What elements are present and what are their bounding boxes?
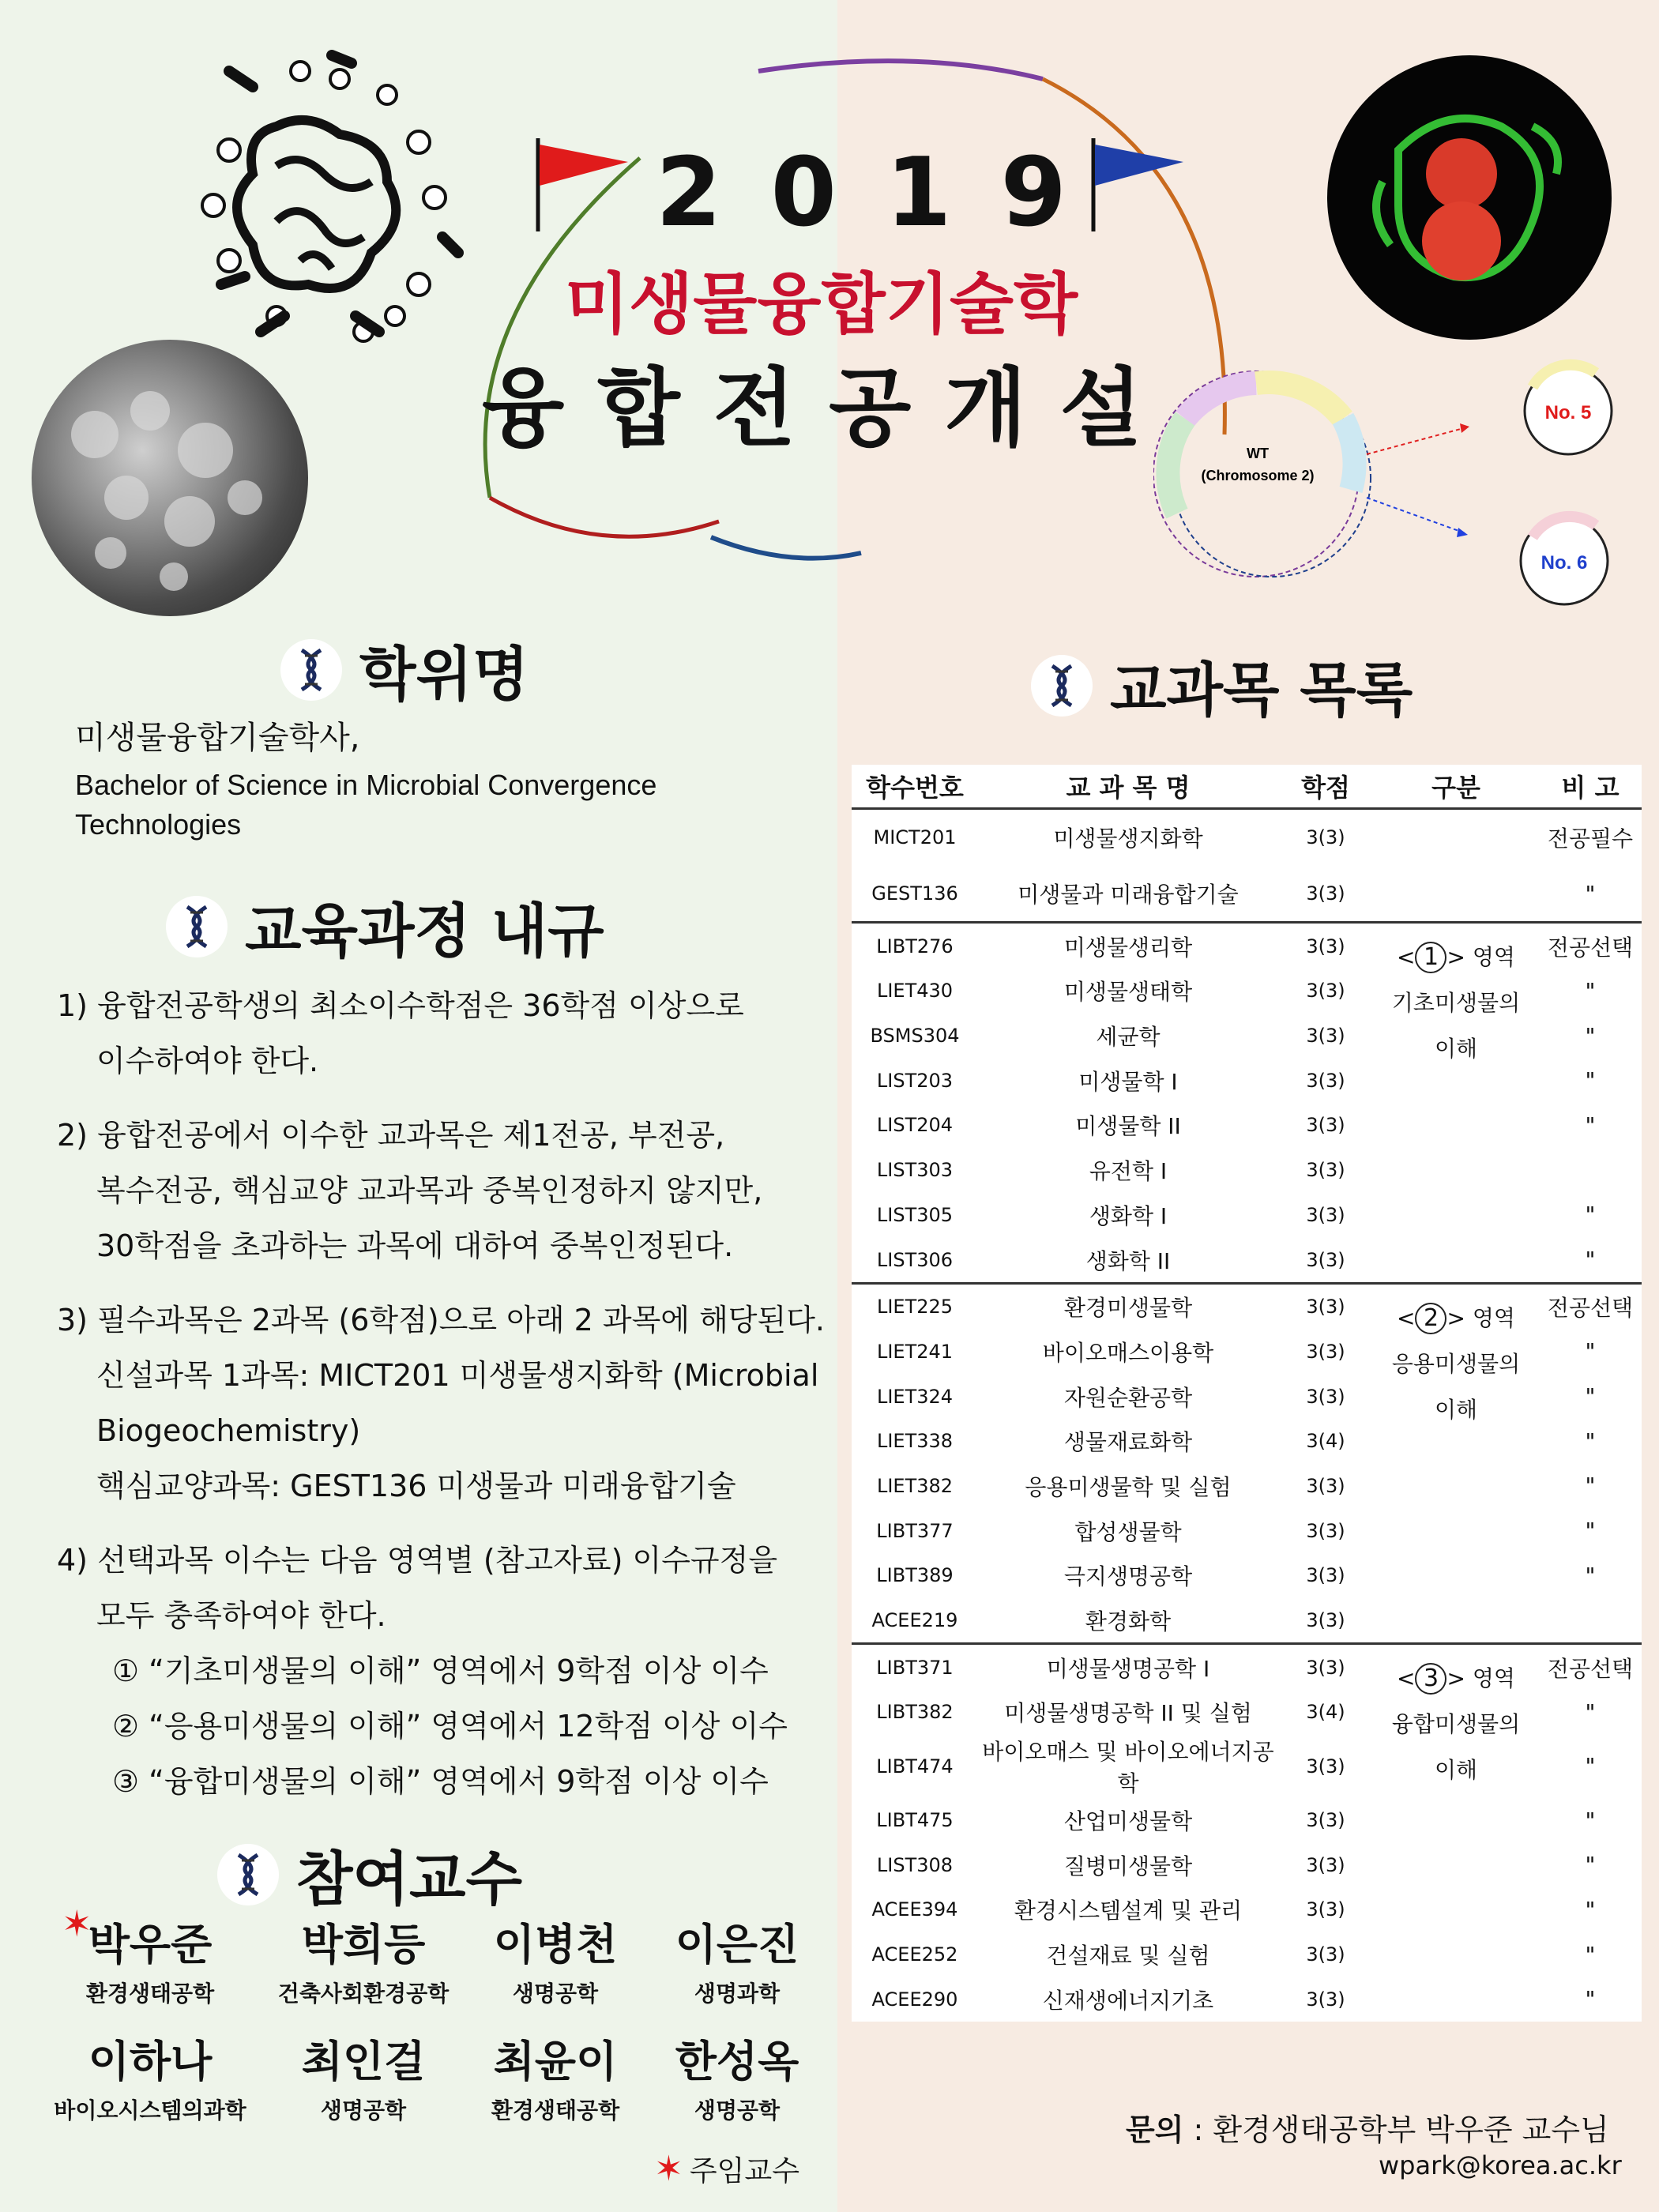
table-cell: 생물재료화학 xyxy=(1063,1429,1193,1456)
contact-line xyxy=(1126,2105,1609,2149)
table-row xyxy=(852,1644,1642,1690)
table-cell: " xyxy=(1585,1428,1596,1454)
table-cell: 3(3) xyxy=(1306,1385,1345,1408)
table-cell: 3(3) xyxy=(1278,1283,1373,1329)
table-row xyxy=(852,809,1642,866)
table-cell: 미생물생리학 xyxy=(978,923,1278,969)
contact-text: : 환경생태공학부 박우준 교수님 xyxy=(1183,2112,1609,2147)
area-name: 기초미생물의 xyxy=(1391,990,1521,1017)
no5-label: No. 5 xyxy=(1544,402,1592,423)
table-cell: 자원순환공학 xyxy=(1063,1384,1193,1411)
table-cell: 3(3) xyxy=(1306,1114,1345,1137)
no6-label: No. 6 xyxy=(1540,552,1588,574)
table-cell: 미생물생지화학 xyxy=(1053,826,1203,852)
table-cell: 3(3) xyxy=(1306,1564,1345,1587)
program-name: 미생물융합기술학 xyxy=(565,265,1078,343)
area-cell: < 1 > 영역 기초미생물의 이해 xyxy=(1373,923,1539,1284)
table-cell: 3(3) xyxy=(1306,882,1345,905)
area-cell: < 2 > 영역 응용미생물의 이해 xyxy=(1373,1283,1539,1644)
rules-heading-text: 교육과정 내규 xyxy=(245,897,604,965)
table-cell: 3(3) xyxy=(1306,1248,1345,1271)
rule-1: 1) 융합전공학생의 최소이수학점은 36학점 이상으로 xyxy=(57,988,744,1023)
degree-korean: 미생물융합기술학사, xyxy=(75,720,360,756)
table-cell: MICT201 xyxy=(873,826,957,849)
table-row xyxy=(852,1283,1642,1329)
rule-1-cont: 이수하여야 한다. xyxy=(96,1044,319,1078)
table-cell: LIST306 xyxy=(876,1248,954,1271)
table-cell: ACEE290 xyxy=(871,1988,958,2011)
area-name-cont: 이해 xyxy=(1434,1036,1478,1063)
area-cell: < 3 > 영역 융합미생물의 이해 xyxy=(1373,1644,1539,2022)
degree-heading xyxy=(280,628,529,712)
table-cell: 바이오매스 및 바이오에너지공학 xyxy=(982,1738,1274,1796)
table-cell: LIBT377 xyxy=(876,1519,954,1542)
year-title: 2019 xyxy=(656,138,1115,248)
table-cell: " xyxy=(1585,1986,1596,2013)
table-cell: " xyxy=(1585,1941,1596,1968)
area-name-cont: 이해 xyxy=(1434,1757,1478,1784)
star-icon: ✶ xyxy=(62,1902,92,1945)
table-cell: 3(3) xyxy=(1306,1474,1345,1497)
rule-3-cont-1: 신설과목 1과목: MICT201 미생물생지화학 (Microbial xyxy=(96,1358,819,1393)
table-cell: ACEE394 xyxy=(871,1898,958,1921)
table-cell: 3(4) xyxy=(1306,1430,1345,1453)
area-label: 영역 xyxy=(1472,944,1515,971)
legend xyxy=(654,2149,799,2189)
table-cell: 3(3) xyxy=(1306,1340,1345,1363)
table-cell: GEST136 xyxy=(871,882,958,905)
area-number: 2 xyxy=(1415,1303,1446,1334)
table-cell: 미생물학 I xyxy=(1078,1068,1178,1095)
table-cell: " xyxy=(1585,1852,1596,1879)
table-cell: " xyxy=(1585,1247,1596,1273)
table-cell: 전공필수 xyxy=(1547,826,1634,852)
table-cell: " xyxy=(1585,1562,1596,1589)
table-cell: 3(3) xyxy=(1306,1159,1345,1182)
table-cell: 극지생명공학 xyxy=(1063,1563,1193,1590)
table-cell: LIET382 xyxy=(876,1474,954,1497)
sem-image xyxy=(32,340,308,616)
table-cell: LIBT475 xyxy=(876,1809,954,1832)
table-cell: LIST303 xyxy=(876,1159,954,1182)
table-cell: " xyxy=(1585,1807,1596,1834)
professor-card: 이하나 바이오시스템의과학 xyxy=(54,2037,246,2124)
bacterium-illustration xyxy=(182,47,482,363)
table-cell: ACEE219 xyxy=(871,1609,958,1632)
area-name: 융합미생물의 xyxy=(1391,1711,1521,1738)
table-cell: LIET430 xyxy=(876,980,954,1003)
dna-icon xyxy=(166,896,228,957)
table-cell: 미생물학 II xyxy=(1075,1113,1181,1140)
table-cell: LIST204 xyxy=(876,1114,954,1137)
table-cell: 3(3) xyxy=(1306,1755,1345,1778)
main-title: 융합전공개설 xyxy=(482,359,1176,458)
wt-label: WT xyxy=(1247,446,1269,461)
table-cell: 3(3) xyxy=(1306,826,1345,849)
table-cell: LIBT371 xyxy=(852,1644,978,1690)
table-cell: " xyxy=(1585,1473,1596,1499)
table-cell: 유전학 I xyxy=(1089,1158,1168,1185)
table-cell: LIBT276 xyxy=(852,923,978,969)
rule-3-cont-2: Biogeochemistry) xyxy=(96,1413,361,1448)
table-cell: 3(3) xyxy=(1306,1609,1345,1632)
table-cell: " xyxy=(1585,1753,1596,1780)
rule-4: 4) 선택과목 이수는 다음 영역별 (참고자료) 이수규정을 xyxy=(57,1543,778,1578)
table-cell: LIST308 xyxy=(876,1853,954,1876)
table-cell: 3(3) xyxy=(1306,1988,1345,2011)
table-cell: 3(3) xyxy=(1306,980,1345,1003)
table-cell: LIBT382 xyxy=(876,1701,954,1724)
course-table xyxy=(852,765,1642,2022)
area-label: 영역 xyxy=(1472,1304,1515,1331)
table-cell xyxy=(1373,809,1539,866)
table-cell: " xyxy=(1585,1022,1596,1049)
table-cell: 3(3) xyxy=(1306,1025,1345,1048)
professor-card: 최인걸 생명공학 xyxy=(301,2037,426,2124)
star-icon: ✶ xyxy=(654,2149,683,2189)
table-cell: 미생물생명공학 II 및 실험 xyxy=(1004,1700,1252,1727)
table-cell: " xyxy=(1585,1518,1596,1544)
table-cell: 환경화학 xyxy=(1085,1608,1172,1635)
table-cell xyxy=(1539,1598,1642,1644)
table-cell: LIET241 xyxy=(876,1340,954,1363)
table-cell: " xyxy=(1585,1383,1596,1410)
table-cell: 3(3) xyxy=(1306,1898,1345,1921)
table-cell: 생화학 I xyxy=(1089,1202,1168,1229)
table-cell: 세균학 xyxy=(1096,1024,1161,1051)
table-cell: " xyxy=(1585,1112,1596,1138)
table-cell: 3(3) xyxy=(1306,1519,1345,1542)
table-cell: 3(3) xyxy=(1306,1853,1345,1876)
professor-card: 박우준 환경생태공학 xyxy=(85,1920,215,2007)
table-cell: LIBT389 xyxy=(876,1564,954,1587)
table-cell: LIET225 xyxy=(852,1283,978,1329)
table-cell: LIET324 xyxy=(876,1385,954,1408)
table-header xyxy=(852,765,1642,809)
area-name: 응용미생물의 xyxy=(1391,1350,1521,1377)
table-cell: 3(3) xyxy=(1306,1069,1345,1092)
contact-email[interactable]: wpark@korea.ac.kr xyxy=(1379,2150,1622,2180)
rule-4-area-3: ③ “융합미생물의 이해” 영역에서 9학점 이상 이수 xyxy=(112,1764,769,1799)
courses-heading-text: 교과목 목록 xyxy=(1110,656,1413,724)
table-row xyxy=(852,866,1642,923)
degree-heading-text: 학위명 xyxy=(359,641,529,709)
column-header: 학수번호 xyxy=(852,765,978,809)
rule-2-cont-1: 복수전공, 핵심교양 교과목과 중복인정하지 않지만, xyxy=(96,1173,763,1208)
rules-heading xyxy=(166,885,604,969)
table-cell: BSMS304 xyxy=(870,1025,960,1048)
table-cell: 전공선택 xyxy=(1539,1283,1642,1329)
table-cell: 환경미생물학 xyxy=(978,1283,1278,1329)
table-cell: " xyxy=(1585,1067,1596,1094)
table-row xyxy=(852,923,1642,969)
table-cell: 전공선택 xyxy=(1539,923,1642,969)
table-cell: 건설재료 및 실험 xyxy=(1046,1943,1210,1969)
chromosome-diagram xyxy=(1153,356,1643,616)
professor-card: 이은진 생명과학 xyxy=(675,1920,799,2007)
table-cell: 합성생물학 xyxy=(1074,1518,1182,1545)
dna-icon xyxy=(280,639,342,701)
table-cell: 생화학 II xyxy=(1085,1247,1171,1274)
area-number: 3 xyxy=(1415,1663,1446,1695)
table-cell: " xyxy=(1585,1338,1596,1365)
rule-4-cont: 모두 충족하여야 한다. xyxy=(96,1598,386,1633)
table-cell: 3(4) xyxy=(1306,1701,1345,1724)
table-cell: 바이오매스이용학 xyxy=(1042,1339,1214,1366)
table-cell: 질병미생물학 xyxy=(1063,1853,1193,1879)
professors-heading xyxy=(217,1833,522,1917)
rule-3-cont-3: 핵심교양과목: GEST136 미생물과 미래융합기술 xyxy=(96,1469,736,1503)
column-header: 학점 xyxy=(1278,765,1373,809)
column-header: 구분 xyxy=(1373,765,1539,809)
column-header: 교 과 목 명 xyxy=(978,765,1278,809)
table-cell xyxy=(1373,866,1539,923)
degree-english-1: Bachelor of Science in Microbial Convergence xyxy=(75,769,657,801)
chromosome-label: (Chromosome 2) xyxy=(1201,468,1315,483)
area-number: 1 xyxy=(1415,942,1446,973)
rule-2-cont-2: 30학점을 초과하는 과목에 대하여 중복인정된다. xyxy=(96,1228,734,1263)
table-cell: " xyxy=(1585,1896,1596,1923)
professor-card: 한성옥 생명공학 xyxy=(675,2037,799,2124)
rule-4-area-1: ① “기초미생물의 이해” 영역에서 9학점 이상 이수 xyxy=(112,1653,769,1688)
legend-label: 주임교수 xyxy=(689,2155,799,2188)
table-cell: 신재생에너지기초 xyxy=(1042,1987,1214,2014)
table-cell: " xyxy=(1585,880,1596,907)
table-cell: 미생물생명공학 I xyxy=(978,1644,1278,1690)
table-cell: " xyxy=(1585,977,1596,1004)
courses-heading xyxy=(1031,644,1413,728)
dna-icon xyxy=(1031,655,1093,717)
table-cell: LIBT474 xyxy=(876,1755,954,1778)
table-cell: 미생물과 미래융합기술 xyxy=(1018,882,1239,908)
area-name-cont: 이해 xyxy=(1434,1396,1478,1423)
table-cell: LIST203 xyxy=(876,1069,954,1092)
table-cell: 3(3) xyxy=(1278,923,1373,969)
table-cell: 산업미생물학 xyxy=(1063,1808,1193,1835)
table-cell: 미생물생태학 xyxy=(1063,979,1193,1006)
table-cell: " xyxy=(1585,1698,1596,1725)
table-cell: 전공선택 xyxy=(1539,1644,1642,1690)
table-cell: 3(3) xyxy=(1306,1203,1345,1226)
table-cell: 응용미생물학 및 실험 xyxy=(1025,1473,1232,1500)
degree-english-2: Technologies xyxy=(75,808,242,841)
professor-card: 이병천 생명공학 xyxy=(493,1920,618,2007)
red-flag-icon xyxy=(533,138,636,233)
rules-list xyxy=(57,978,831,1809)
table-cell: 환경시스템설계 및 관리 xyxy=(1014,1898,1243,1924)
rule-4-area-2: ② “응용미생물의 이해” 영역에서 12학점 이상 이수 xyxy=(112,1709,788,1744)
professor-card: 최윤이 환경생태공학 xyxy=(491,2037,620,2124)
rule-2: 2) 융합전공에서 이수한 교과목은 제1전공, 부전공, xyxy=(57,1118,725,1153)
table-cell: 3(3) xyxy=(1306,1943,1345,1966)
table-cell: ACEE252 xyxy=(871,1943,958,1966)
table-cell: 3(3) xyxy=(1278,1644,1373,1690)
table-cell: LIST305 xyxy=(876,1203,954,1226)
rule-3: 3) 필수과목은 2과목 (6학점)으로 아래 2 과목에 해당된다. xyxy=(57,1303,826,1337)
dna-icon xyxy=(217,1844,279,1905)
table-cell: 3(3) xyxy=(1306,1809,1345,1832)
area-label: 영역 xyxy=(1472,1665,1515,1692)
fluorescence-image xyxy=(1327,55,1612,340)
table-cell: LIET338 xyxy=(876,1430,954,1453)
column-header: 비 고 xyxy=(1539,765,1642,809)
table-cell xyxy=(1539,1148,1642,1193)
table-cell: " xyxy=(1585,1202,1596,1228)
professors-heading-text: 참여교수 xyxy=(296,1845,522,1913)
professor-card: 박희등 건축사회환경공학 xyxy=(277,1920,450,2007)
contact-label: 문의 xyxy=(1126,2112,1184,2147)
